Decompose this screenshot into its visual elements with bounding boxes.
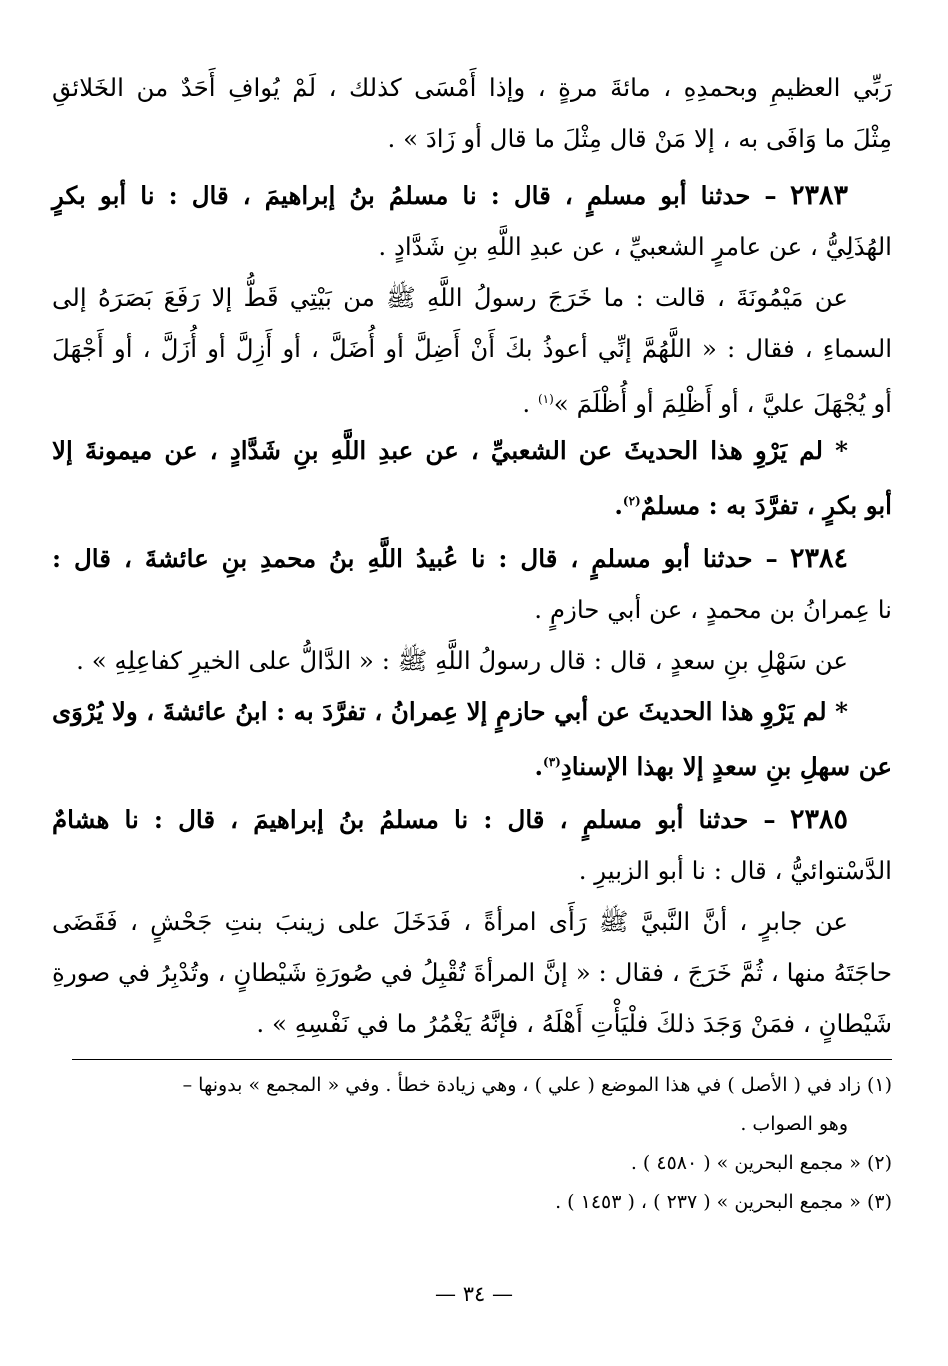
- hadith-matn-line: [52, 374, 892, 425]
- hadith-matn-line: شَيْطانٍ ، فمَنْ وَجَدَ ذلكَ فلْيَأْتِ أَهْلَهُ ، فإنَّهُ يَغْمُرُ ما في نَفْسِهِ » .: [256, 1009, 892, 1038]
- matn-text-end: .: [522, 389, 538, 419]
- hadith-commentary-line: * لم يَرْوِ هذا الحديثَ عن أبي حازمٍ إلا عِمرانُ ، تفرَّدَ به : ابنُ عائشةَ ، ولا يُرْوَى: [52, 697, 848, 726]
- text-line: رَبِّي العظيمِ وبحمدِهِ ، مائةَ مرةٍ ، وإذا أَمْسَى كذلك ، لَمْ يُوافِ أَحَدٌ من الخَلائقِ: [52, 73, 892, 102]
- text-line: مِثْلَ ما وَافَى به ، إلا مَنْ قال مِثْلَ ما قال أو زَادَ » .: [387, 124, 892, 153]
- isnad-text: – حدثنا أبو مسلمٍ ، قال : نا مسلمُ بنُ إبراهيمَ ، قال : نا هشامٌ: [52, 805, 776, 834]
- hadith-number: ٢٣٨٤: [789, 543, 848, 574]
- hadith-commentary-line: [52, 476, 892, 527]
- commentary-text: أبو بكرٍ ، تفرَّدَ به : مسلمٌ: [640, 491, 892, 521]
- hadith-isnad-line: [52, 533, 892, 584]
- footnote-1-continuation: [52, 1105, 892, 1144]
- hadith-matn-line: عن سَهْلِ بنِ سعدٍ ، قال : قال رسولُ اللَّهِ ﷺ : « الدَّالُّ على الخيرِ كفاعِلِهِ » .: [76, 646, 848, 675]
- footnote-text: وهو الصواب .: [740, 1113, 848, 1135]
- hadith-commentary-line: * لم يَرْوِ هذا الحديثَ عن الشعبيِّ ، عن عبدِ اللَّهِ بنِ شَدَّادٍ ، عن ميمونةَ إلا: [52, 436, 848, 465]
- footnote-ref: (١): [537, 392, 554, 406]
- page-number: — ٣٤ —: [435, 1282, 513, 1306]
- footnote-marker: (٣): [866, 1191, 892, 1213]
- footnote-marker: (١): [866, 1074, 892, 1096]
- hadith-2382-ending: [52, 62, 892, 164]
- footnote-3: [52, 1183, 892, 1222]
- commentary-text-end: .: [614, 491, 623, 521]
- hadith-isnad-line: الدَّسْتوائيُّ ، قال : نا أبو الزبيرِ .: [578, 856, 892, 885]
- footnote-text: « مجمع البحرين » ( ٤٥٨٠ ) .: [630, 1152, 861, 1174]
- commentary-text: عن سهلِ بنِ سعدٍ إلا بهذا الإسنادِ: [560, 752, 892, 782]
- page-body: [52, 62, 892, 1222]
- footnotes: [52, 1066, 892, 1222]
- footnote-ref: (٣): [543, 755, 561, 769]
- hadith-2383: [52, 170, 892, 527]
- hadith-number: ٢٣٨٥: [789, 804, 848, 835]
- hadith-matn-line: السماءِ ، فقال : « اللَّهُمَّ إنِّي أعوذُ بكَ أَنْ أَضِلَّ أو أُضَلَّ ، أو أَزِلَّ أو أُزَلَّ ، أو أَجْهَلَ: [52, 334, 892, 363]
- hadith-matn-line: عن جابرٍ ، أنَّ النَّبيَّ ﷺ رَأَى امرأةً ، فَدَخَلَ على زينبَ بنتِ جَحْشٍ ، فَقَضَى: [52, 907, 848, 936]
- footnote-text: زاد في ( الأصل ) في هذا الموضع ( علي ) ، وهي زيادة خطأ . وفي « المجمع » بدونها –: [182, 1074, 861, 1096]
- footnote-1: [52, 1066, 892, 1105]
- hadith-2385: [52, 794, 892, 1049]
- hadith-commentary-line: [52, 737, 892, 788]
- footnote-ref: (٢): [622, 494, 641, 508]
- isnad-text: – حدثنا أبو مسلمٍ ، قال : نا مسلمُ بنُ إبراهيمَ ، قال : نا أبو بكرٍ: [52, 181, 777, 210]
- isnad-text: – حدثنا أبو مسلمٍ ، قال : نا عُبيدُ اللَّهِ بنُ محمدِ بنِ عائشةَ ، قال :: [52, 544, 778, 573]
- footnote-marker: (٢): [866, 1152, 892, 1174]
- hadith-isnad-line: الهُذَلِيُّ ، عن عامرٍ الشعبيِّ ، عن عبدِ اللَّهِ بنِ شَدَّادٍ .: [378, 232, 892, 261]
- hadith-isnad-line: نا عِمرانُ بن محمدٍ ، عن أبي حازمٍ .: [534, 595, 892, 624]
- hadith-isnad-line: [52, 170, 892, 221]
- hadith-number: ٢٣٨٣: [789, 180, 848, 211]
- footnote-text: « مجمع البحرين » ( ٢٣٧ ) ، ( ١٤٥٣ ) .: [555, 1191, 861, 1213]
- commentary-text-end: .: [534, 752, 544, 782]
- footnote-divider: [72, 1059, 892, 1060]
- matn-text: أو يُجْهَلَ عليَّ ، أو أَظْلِمَ أو أُظْلَمَ »: [553, 389, 892, 419]
- hadith-matn-line: حاجَتَهُ منها ، ثُمَّ خَرَجَ ، فقال : « إنَّ المرأةَ تُقْبِلُ في صُورَةِ شَيْطانٍ ، وتُدْبِرُ في صورةِ: [52, 958, 892, 987]
- hadith-2384: [52, 533, 892, 788]
- hadith-matn-line: عن مَيْمُونَةَ ، قالت : ما خَرَجَ رسولُ اللَّهِ ﷺ من بَيْتِي قَطُّ إلا رَفَعَ بَصَرَهُ إلى: [52, 283, 848, 312]
- footnote-2: [52, 1144, 892, 1183]
- hadith-isnad-line: [52, 794, 892, 845]
